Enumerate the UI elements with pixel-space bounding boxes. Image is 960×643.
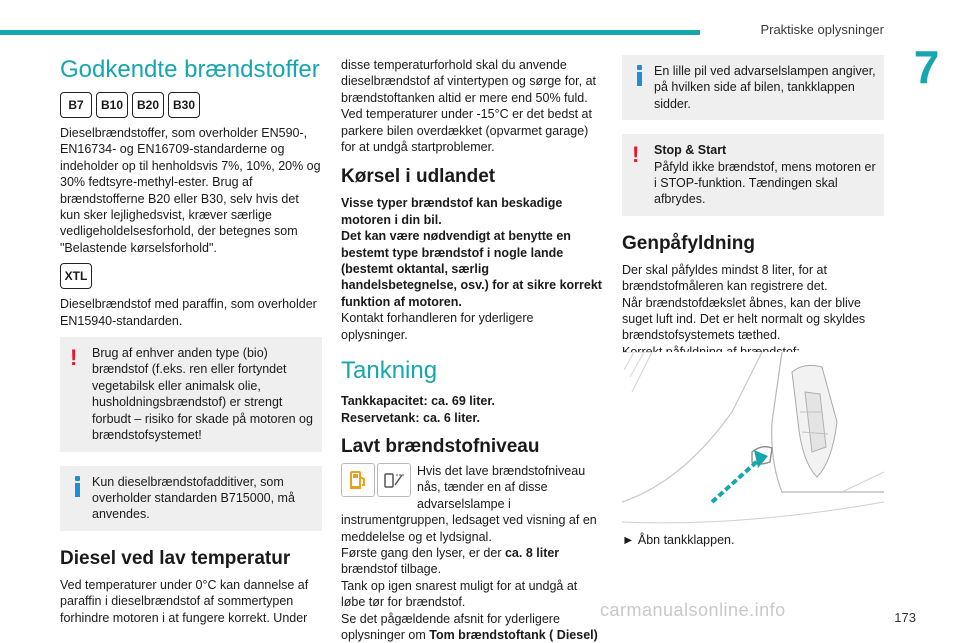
fuel-badge-b7: B7 [60,92,92,118]
fuel-badge-b20: B20 [132,92,164,118]
fuel-pump-warning-icon [341,463,375,497]
section-title-refuelling: Tankning [341,357,438,385]
fuel-flap-illustration [622,352,884,527]
column-2 [341,57,603,643]
tank-capacity: Tankkapacitet: ca. 69 liter. [341,394,496,409]
xtl-badge-row [60,263,322,289]
page-number: 173 [894,610,916,625]
info-text: Kun dieselbrændstofadditiver, som overholder standarden B715000, må anvendes. [92,474,295,522]
heading-driving-abroad: Kørsel i udlandet [341,166,496,188]
info-note-additives [60,466,322,531]
fuel-badge-row [60,92,322,118]
text-see-section: Se det pågældende afsnit for yderligere oplysninger om [341,611,560,642]
watermark: carmanualsonline.info [600,600,786,620]
text-8-liters: ca. 8 liter [504,545,560,560]
heading-refill: Genpåfyldning [622,232,755,254]
paragraph-min-8-liters: Der skal påfyldes mindst 8 liter, for at brændstofmåleren kan registrere det. [622,262,828,294]
step-arrow: ► [622,533,635,547]
info-icon [632,65,646,87]
heading-diesel-low-temp: Diesel ved lav temperatur [60,547,291,569]
paragraph-refuel-soon: Tank op igen snarest muligt for at undgå at løbe tør for brændstof. [341,578,578,610]
warning-text: Brug af enhver anden type (bio) brændstof (f.eks. ren eller fortyndet vegetabilsk eller animalsk olie, husholdningsbrændstof) er strengt forbudt – risiko for skade på motoren og brændstofsystemet! [92,346,313,443]
info-note-arrow [622,55,884,120]
reserve-capacity: Reservetank: ca. 6 liter. [341,410,480,425]
step-open-flap [622,532,884,548]
low-fuel-icons [341,463,411,497]
fuel-badge-xtl: XTL [60,263,92,289]
paragraph-xtl: Dieselbrændstof med paraffin, som overholder EN15940-standarden. [60,297,317,328]
paragraph-air-intake: Når brændstofdækslet åbnes, kan der blive suget luft ind. Det er helt normalt og skyldes brændstofsystemets tæthed. [622,295,866,343]
heading-low-fuel: Lavt brændstofniveau [341,435,540,457]
bold-fuel-damage: Visse typer brændstof kan beskadige motoren i din bil. [341,196,563,227]
text-fuel-left: brændstof tilbage. [341,562,442,577]
fuel-badge-b10: B10 [96,92,128,118]
paragraph-low-fuel-warning: Hvis det lave brændstofniveau nås, tænder en af disse advarselslampe i instrumentgruppen, ledsaget ved visning af en meddelelse og et lydsignal. [341,463,597,544]
info-icon [70,476,84,498]
running-header: Praktiske oplysninger [760,22,884,37]
warning-text-stop-start: Påfyld ikke brændstof, mens motoren er i STOP-funktion. Tændingen skal afbrydes. [654,159,876,207]
step-text: Åbn tankklappen. [637,533,735,547]
step-open-fuel-flap [622,532,884,548]
info-text-arrow: En lille pil ved advarselslampen angiver, på hvilken side af bilen, tankklappen sidder. [654,64,876,111]
paragraph-low-temp: Ved temperaturer under 0°C kan dannelse af paraffin i dieselbrændstof af sommertypen forhindre motoren i at fungere korrekt. Under [60,577,309,625]
warning-note-biofuel [60,337,322,451]
paragraph-see-section [341,611,603,643]
paragraph-winter-diesel: disse temperaturforhold skal du anvende dieselbrændstof af vintertypen og sørge for, at brændstoftanken altid er mere end 50% fuld. Ved temperaturer under -15°C er det bedst at parkere bilen overdækket (opvarmet garage) for at undgå startproblemer. [341,58,596,155]
column-1 [60,56,322,626]
fuel-gauge-icon [377,463,411,497]
text-first-light: Første gang den lyser, er der [341,545,505,560]
low-fuel-block [341,463,603,643]
warning-exclamation-icon: ! [632,142,640,168]
warning-exclamation-icon: ! [70,345,78,371]
paragraph-contact-dealer: Kontakt forhandleren for yderligere oplysninger. [341,311,534,342]
header-accent-bar [0,30,700,35]
fuel-badge-b30: B30 [168,92,200,118]
link-empty-tank[interactable]: Tom brændstoftank ( Diesel) [429,627,598,642]
section-title-approved-fuels: Godkendte brændstoffer [60,56,320,83]
paragraph-diesel-standards: Dieselbrændstoffer, som overholder EN590-, EN16734- og EN16709-standarderne og indeholder op til henholdsvis 7%, 10%, 20% og 30% fedtsyre-methyl-ester. Brug af brændstofferne B20 eller B30, selv hvis det kun sker lejlighedsvist, kræver særlige vedligeholdelsesforhold, der betegnes som "Belastende kørselsforhold". [60,126,321,255]
warning-title-stop-start: Stop & Start [654,143,727,158]
warning-note-stop-start [622,134,884,216]
chapter-number: 7 [913,41,940,93]
bold-specific-fuel: Det kan være nødvendigt at benytte en bestemt type brændstof i nogle lande (bestemt oktantal, særlig handelsbetegnelse, osv.) for at sikre korrekt funktion af motoren. [341,229,602,309]
paragraph-first-light [341,545,603,578]
column-3 [622,55,884,393]
